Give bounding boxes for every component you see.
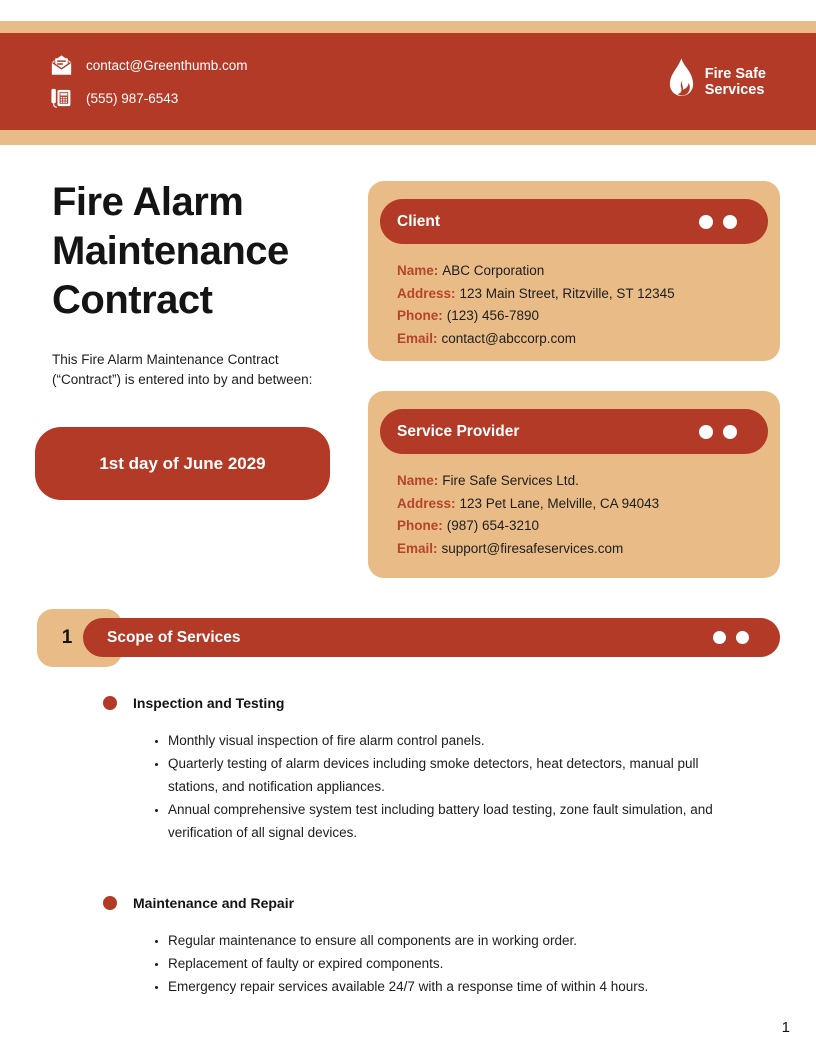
- dot-icon: [713, 631, 726, 644]
- field-label: Phone:: [397, 518, 443, 533]
- section-title: Scope of Services: [107, 628, 241, 646]
- list-item: • Replacement of faulty or expired components.: [168, 952, 751, 975]
- dot-icon: [699, 215, 713, 229]
- section-title-bar: [83, 618, 780, 657]
- subsection-heading: Maintenance and Repair: [133, 895, 295, 911]
- provider-name-row: [397, 470, 768, 493]
- page-title: Fire Alarm Maintenance Contract: [52, 180, 289, 322]
- header-bar: [0, 33, 816, 130]
- subsection-inspection-testing: [103, 695, 751, 844]
- client-card-title: Client: [397, 212, 441, 230]
- provider-address-row: [397, 493, 768, 516]
- list-item: • Monthly visual inspection of fire alarm control panels.: [168, 729, 751, 752]
- client-address-row: [397, 283, 768, 306]
- provider-phone-row: [397, 515, 768, 538]
- client-email-row: [397, 328, 768, 351]
- bullet-list: [103, 929, 751, 998]
- company-logo: [666, 57, 766, 107]
- header-email-row: [50, 53, 248, 77]
- client-card-header: [380, 199, 768, 244]
- provider-card-header: [380, 409, 768, 454]
- bullet-dot-icon: [103, 696, 117, 710]
- list-item: • Annual comprehensive system test including battery load testing, zone fault simulation, and verification of all signal devices.: [168, 798, 751, 844]
- client-phone-row: [397, 305, 768, 328]
- client-card: [368, 181, 780, 361]
- field-value: support@firesafeservices.com: [441, 540, 624, 556]
- list-item: • Regular maintenance to ensure all components are in working order.: [168, 929, 751, 952]
- field-value: (987) 654-3210: [446, 518, 540, 533]
- envelope-icon: [50, 53, 73, 77]
- section-1-header: [37, 609, 780, 667]
- flame-icon: [666, 57, 697, 107]
- client-card-body: [380, 244, 768, 350]
- field-label: Name:: [397, 263, 439, 278]
- effective-date-banner: 1st day of June 2029: [35, 427, 330, 500]
- field-value: (123) 456-7890: [446, 308, 540, 323]
- header-email[interactable]: contact@Greenthumb.com: [86, 57, 248, 73]
- list-item: • Emergency repair services available 24/7 with a response time of within 4 hours.: [168, 975, 751, 998]
- field-label: Email:: [397, 540, 438, 556]
- client-name-row: [397, 260, 768, 283]
- section-number: 1: [61, 627, 73, 648]
- subsection-heading-row: [103, 895, 751, 911]
- list-item: • Quarterly testing of alarm devices including smoke detectors, heat detectors, manual pull stations, and notification appliances.: [168, 752, 751, 798]
- header-phone[interactable]: (555) 987-6543: [86, 90, 179, 106]
- fax-phone-icon: [50, 86, 73, 110]
- field-value: 123 Main Street, Ritzville, ST 12345: [459, 285, 675, 301]
- intro-paragraph: This Fire Alarm Maintenance Contract (“Contract”) is entered into by and between:: [52, 352, 313, 387]
- decorative-dots: [699, 215, 737, 229]
- decorative-dots: [699, 425, 737, 439]
- field-label: Phone:: [397, 308, 443, 323]
- field-label: Address:: [397, 495, 456, 511]
- page-number: 1: [781, 1019, 790, 1036]
- bullet-dot-icon: [103, 896, 117, 910]
- provider-email-row: [397, 538, 768, 561]
- dot-icon: [699, 425, 713, 439]
- field-value: Fire Safe Services Ltd.: [442, 473, 579, 488]
- field-label: Name:: [397, 473, 439, 488]
- subsection-heading-row: [103, 695, 751, 711]
- provider-card-title: Service Provider: [397, 422, 520, 440]
- field-value: 123 Pet Lane, Melville, CA 94043: [459, 495, 660, 511]
- dot-icon: [736, 631, 749, 644]
- decorative-dots: [713, 631, 749, 644]
- logo-line2: Services: [704, 81, 765, 98]
- subsection-heading: Inspection and Testing: [133, 695, 285, 711]
- header-contact-block: [50, 53, 248, 110]
- dot-icon: [723, 215, 737, 229]
- subsection-maintenance-repair: [103, 895, 751, 998]
- field-value: contact@abccorp.com: [441, 330, 577, 346]
- bullet-list: [103, 729, 751, 844]
- service-provider-card: [368, 391, 780, 578]
- logo-line1: Fire Safe: [704, 65, 766, 82]
- field-value: ABC Corporation: [442, 263, 545, 278]
- header-phone-row: [50, 86, 248, 110]
- field-label: Email:: [397, 330, 438, 346]
- field-label: Address:: [397, 285, 456, 301]
- dot-icon: [723, 425, 737, 439]
- logo-text: [705, 66, 766, 98]
- provider-card-body: [380, 454, 768, 560]
